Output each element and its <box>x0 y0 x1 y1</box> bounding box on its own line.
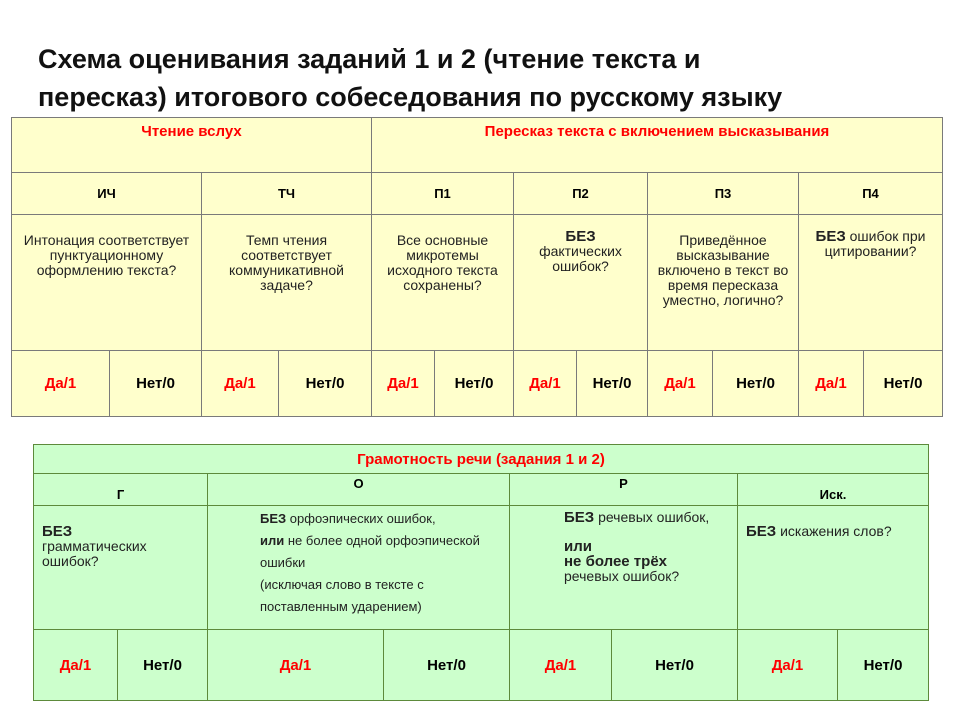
criterion-microtopics <box>372 215 514 351</box>
criterion-bold-or: или <box>260 533 285 548</box>
criterion-text: Интонация соответствует пунктуационному оформлению текста? <box>23 232 190 278</box>
criterion-text: Темп чтения соответствует коммуникативной задаче? <box>229 232 344 293</box>
answer-no: Нет/0 <box>864 351 943 417</box>
criterion-bold: БЕЗ <box>565 228 596 245</box>
answer-yes: Да/1 <box>514 351 577 417</box>
page-title <box>38 40 938 116</box>
answer-no: Нет/0 <box>279 351 372 417</box>
criterion-intonation <box>12 215 202 351</box>
criterion-text: не более одной орфоэпической ошибки <box>260 533 480 570</box>
answer-no: Нет/0 <box>612 630 738 701</box>
criterion-tempo <box>202 215 372 351</box>
code-ich: ИЧ <box>12 173 202 215</box>
criterion-grammar <box>34 506 208 630</box>
code-tch: ТЧ <box>202 173 372 215</box>
answer-yes: Да/1 <box>510 630 612 701</box>
criterion-text: речевых ошибок? <box>564 568 680 584</box>
criterion-text: искажения слов? <box>780 523 892 539</box>
criterion-text: Все основные микротемы исходного текста сохранены? <box>387 232 498 293</box>
criterion-text: Приведённое высказывание включено в текст во время пересказа уместно, логично? <box>657 232 789 308</box>
criterion-text: фактических ошибок? <box>539 243 622 274</box>
criterion-text: ошибок при цитировании? <box>824 228 926 259</box>
reading-retelling-table <box>11 117 943 417</box>
group-header-literacy: Грамотность речи (задания 1 и 2) <box>34 445 929 474</box>
answer-no: Нет/0 <box>435 351 514 417</box>
answer-yes: Да/1 <box>648 351 713 417</box>
answer-yes: Да/1 <box>34 630 118 701</box>
criterion-bold-or: или <box>564 538 592 555</box>
code-g: Г <box>34 474 208 506</box>
answer-yes: Да/1 <box>738 630 838 701</box>
criterion-bold: БЕЗ <box>42 523 73 540</box>
code-r: Р <box>510 474 738 506</box>
code-p3: П3 <box>648 173 799 215</box>
code-p2: П2 <box>514 173 648 215</box>
answer-yes: Да/1 <box>202 351 279 417</box>
answer-no: Нет/0 <box>110 351 202 417</box>
answer-no: Нет/0 <box>838 630 929 701</box>
answer-yes: Да/1 <box>372 351 435 417</box>
answer-no: Нет/0 <box>384 630 510 701</box>
criterion-citation <box>799 215 943 351</box>
answer-no: Нет/0 <box>118 630 208 701</box>
code-isk: Иск. <box>738 474 929 506</box>
code-p1: П1 <box>372 173 514 215</box>
criterion-bold: БЕЗ <box>746 523 777 540</box>
criterion-factual <box>514 215 648 351</box>
criterion-speech <box>510 506 738 630</box>
answer-no: Нет/0 <box>713 351 799 417</box>
answer-no: Нет/0 <box>577 351 648 417</box>
criterion-quote-included <box>648 215 799 351</box>
code-o: О <box>208 474 510 506</box>
page-title-line-1: Схема оценивания заданий 1 и 2 (чтение текста и <box>38 44 701 74</box>
criterion-orthoepy <box>208 506 510 630</box>
answer-yes: Да/1 <box>12 351 110 417</box>
criterion-text: речевых ошибок, <box>598 509 710 525</box>
criterion-text: грамматических ошибок? <box>42 538 147 569</box>
criterion-text: орфоэпических ошибок, <box>289 511 436 526</box>
group-header-retelling: Пересказ текста с включением высказывания <box>372 118 943 173</box>
criterion-bold: БЕЗ <box>815 228 846 245</box>
group-header-reading: Чтение вслух <box>12 118 372 173</box>
criterion-bold: БЕЗ <box>564 509 595 526</box>
criterion-bold-limit: не более трёх <box>564 553 668 570</box>
speech-literacy-table <box>33 444 929 701</box>
criterion-bold: БЕЗ <box>260 511 287 526</box>
criterion-distortion <box>738 506 929 630</box>
criterion-text-note: (исключая слово в тексте с поставленным ударением) <box>260 577 424 614</box>
page-title-line-2: пересказ) итогового собеседования по русскому языку <box>38 82 783 112</box>
code-p4: П4 <box>799 173 943 215</box>
answer-yes: Да/1 <box>208 630 384 701</box>
answer-yes: Да/1 <box>799 351 864 417</box>
